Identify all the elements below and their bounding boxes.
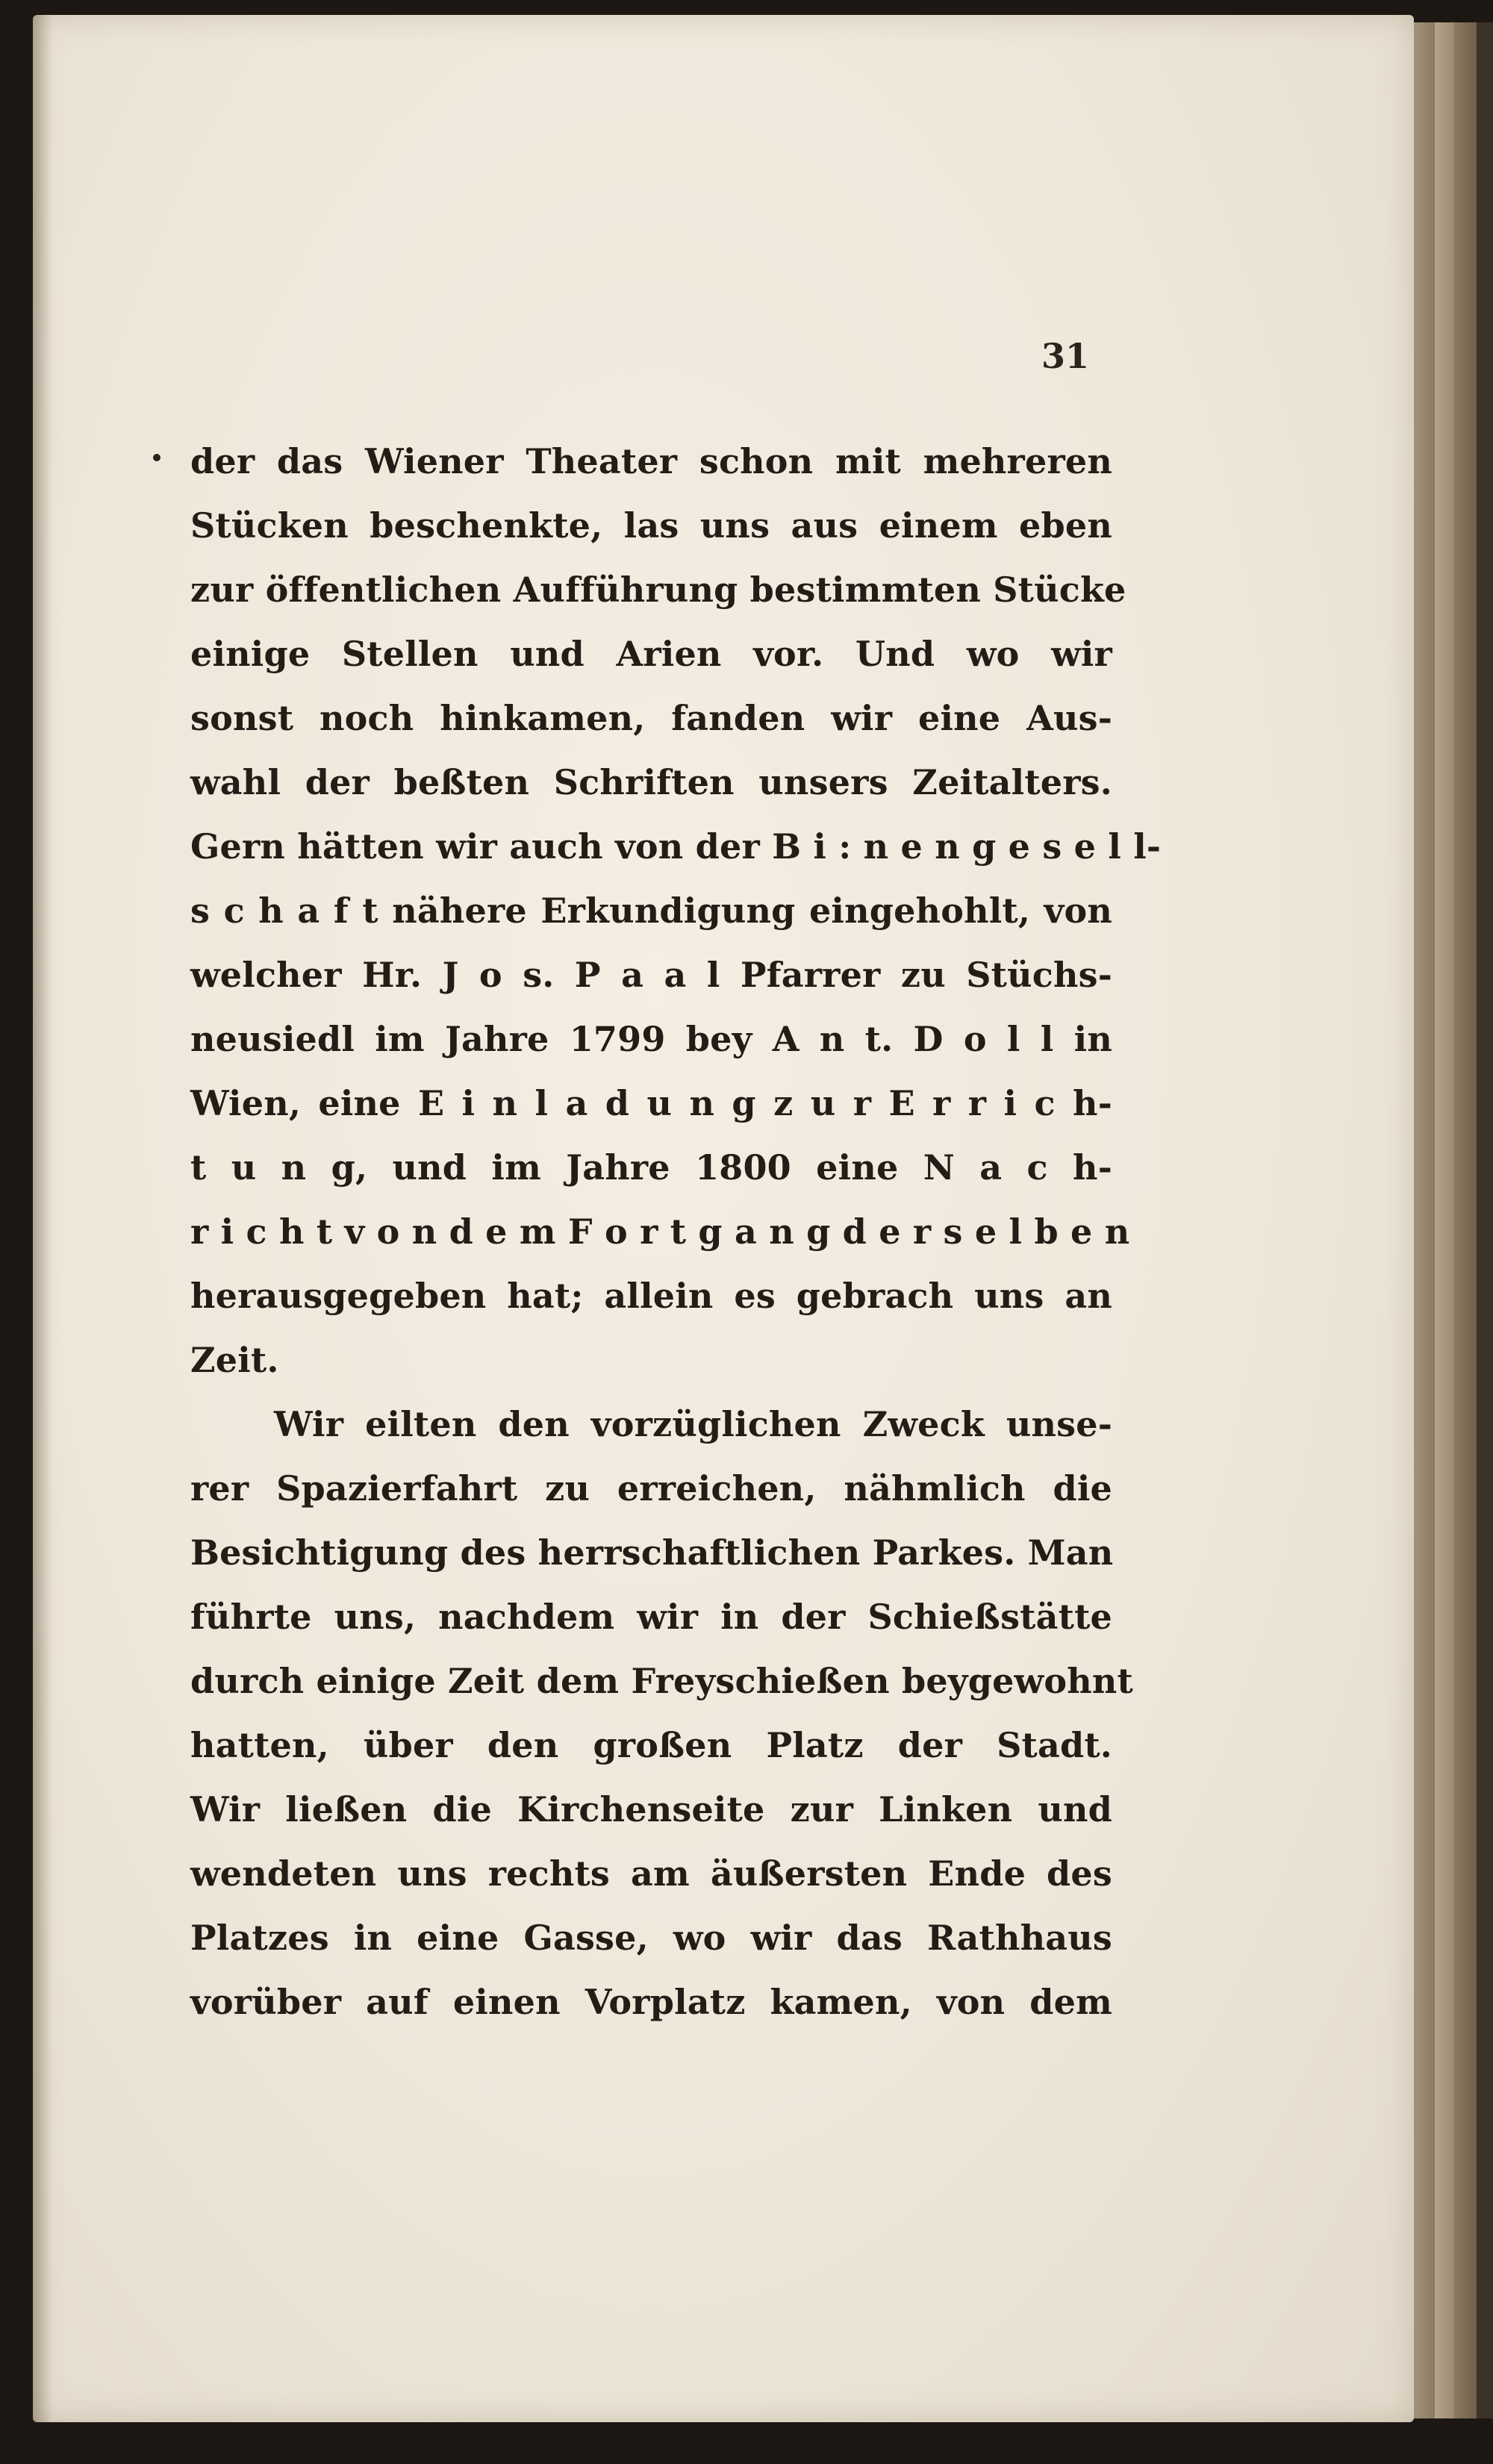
text-line: rer Spazierfahrt zu erreichen, nähmlich die <box>190 1468 1112 1509</box>
text-line: Besichtigung des herrschaftlichen Parkes. Man <box>190 1532 1114 1573</box>
text-line: wendeten uns rechts am äußersten Ende des <box>190 1853 1112 1894</box>
book-cover-edge <box>1477 22 1493 2418</box>
text-line: vorüber auf einen Vorplatz kamen, von dem <box>190 1982 1112 2022</box>
text-line: Wien, eine E i n l a d u n g z u r E r r i c h- <box>190 1083 1112 1123</box>
body-text <box>190 429 1162 2034</box>
text-line: hatten, über den großen Platz der Stadt. <box>190 1725 1112 1765</box>
ink-mark <box>153 454 160 461</box>
text-line: Platzes in eine Gasse, wo wir das Rathhaus <box>190 1918 1112 1958</box>
page-edge <box>1414 22 1435 2418</box>
text-line: wahl der beßten Schriften unsers Zeitalters. <box>190 762 1112 802</box>
text-line: welcher Hr. J o s. P a a l Pfarrer zu Stüchs- <box>190 955 1112 995</box>
text-line: führte uns, nachdem wir in der Schießstätte <box>190 1597 1112 1637</box>
text-line: herausgegeben hat; allein es gebrach uns an <box>190 1276 1112 1316</box>
text-line: sonst noch hinkamen, fanden wir eine Aus- <box>190 698 1112 738</box>
text-line: der das Wiener Theater schon mit mehreren <box>190 441 1112 481</box>
text-line: s c h a f t nähere Erkundigung eingehohlt, von <box>190 891 1112 931</box>
text-line: Wir eilten den vorzüglichen Zweck unse- <box>274 1404 1112 1444</box>
text-line: neusiedl im Jahre 1799 bey A n t. D o l l in <box>190 1019 1112 1059</box>
text-line: einige Stellen und Arien vor. Und wo wir <box>190 634 1112 674</box>
page-number: 31 <box>1041 336 1090 376</box>
text-line: Zeit. <box>190 1340 279 1380</box>
text-line: zur öffentlichen Aufführung bestimmten Stücke <box>190 570 1126 610</box>
spine-shadow <box>33 15 52 2422</box>
text-line: Gern hätten wir auch von der B i : n e n g e s e l l- <box>190 826 1162 867</box>
page-edge <box>1435 22 1454 2418</box>
text-line: durch einige Zeit dem Freyschießen beygewohnt <box>190 1661 1133 1701</box>
text-line: Wir ließen die Kirchenseite zur Linken und <box>190 1789 1112 1830</box>
text-line: r i c h t v o n d e m F o r t g a n g d e r s e l b e n <box>190 1211 1130 1252</box>
text-line: t u n g, und im Jahre 1800 eine N a c h- <box>190 1147 1112 1188</box>
page-edge <box>1454 22 1477 2418</box>
text-line: Stücken beschenkte, las uns aus einem eben <box>190 505 1112 546</box>
